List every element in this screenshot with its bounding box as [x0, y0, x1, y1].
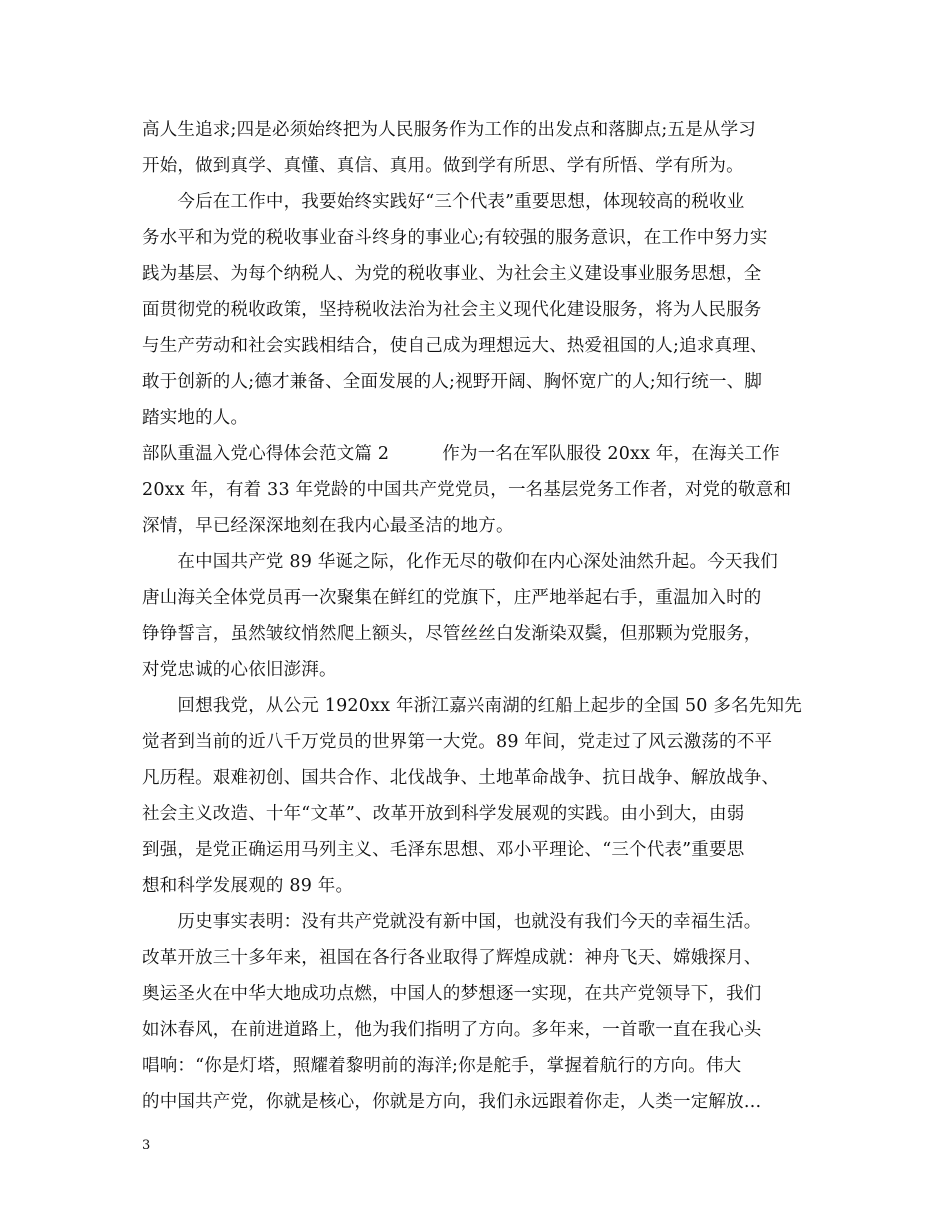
text-line: 深情，早已经深深地刻在我内心最圣洁的地方。	[142, 516, 514, 536]
text-line: 改革开放三十多年来，祖国在各行各业取得了辉煌成就：神舟飞天、嫦娥探月、	[142, 948, 762, 968]
text-line: 与生产劳动和社会实践相结合，使自己成为理想远大、热爱祖国的人;追求真理、	[142, 336, 768, 356]
text-line: 敢于创新的人;德才兼备、全面发展的人;视野开阔、胸怀宽广的人;知行统一、脚	[142, 372, 763, 392]
text-line: 在中国共产党 89 华诞之际，化作无尽的敬仰在内心深处油然升起。今天我们	[142, 552, 778, 572]
text-line: 高人生追求;四是必须始终把为人民服务作为工作的出发点和落脚点;五是从学习	[142, 120, 756, 140]
text-line: 面贯彻党的税收政策，坚持税收法治为社会主义现代化建设服务，将为人民服务	[142, 300, 762, 320]
page-number: 3	[142, 1138, 151, 1153]
text-line: 想和科学发展观的 89 年。	[142, 876, 354, 896]
text-line: 回想我党，从公元 1920xx 年浙江嘉兴南湖的红船上起步的全国 50 多名先知先	[142, 696, 802, 716]
text-line: 奥运圣火在中华大地成功点燃，中国人的梦想逐一实现，在共产党领导下，我们	[142, 984, 762, 1004]
text-line: 开始，做到真学、真懂、真信、真用。做到学有所思、学有所悟、学有所为。	[142, 156, 744, 176]
text-line: 践为基层、为每个纳税人、为党的税收事业、为社会主义建设事业服务思想，全	[142, 264, 762, 284]
text-line: 如沐春风，在前进道路上，他为我们指明了方向。多年来，一首歌一直在我心头	[142, 1020, 762, 1040]
text-line: 踏实地的人。	[142, 408, 249, 428]
text-line: 历史事实表明：没有共产党就没有新中国，也就没有我们今天的幸福生活。	[142, 912, 762, 932]
text-line: 觉者到当前的近八千万党员的世界第一大党。89 年间，党走过了风云激荡的不平	[142, 732, 773, 752]
text-line: 唐山海关全体党员再一次聚集在鲜红的党旗下，庄严地举起右手，重温加入时的	[142, 588, 762, 608]
text-line: 唱响：“你是灯塔，照耀着黎明前的海洋;你是舵手，掌握着航行的方向。伟大	[142, 1056, 742, 1076]
text-line: 今后在工作中，我要始终实践好“三个代表”重要思想，体现较高的税收业	[142, 192, 745, 212]
text-line: 对党忠诚的心依旧澎湃。	[142, 660, 337, 680]
text-line: 社会主义改造、十年“文革”、改革开放到科学发展观的实践。由小到大，由弱	[142, 804, 745, 824]
text-line: 铮铮誓言，虽然皱纹悄然爬上额头，尽管丝丝白发渐染双鬓，但那颗为党服务，	[142, 624, 762, 644]
section-heading-line: 部队重温入党心得体会范文篇 2 作为一名在军队服役 20xx 年，在海关工作	[142, 444, 780, 464]
text-line: 凡历程。艰难初创、国共合作、北伐战争、土地革命战争、抗日战争、解放战争、	[142, 768, 780, 788]
text-line: 的中国共产党，你就是核心，你就是方向，我们永远跟着你走，人类一定解放…	[142, 1092, 762, 1112]
text-line: 务水平和为党的税收事业奋斗终身的事业心;有较强的服务意识，在工作中努力实	[142, 228, 768, 248]
text-line: 20xx 年，有着 33 年党龄的中国共产党党员，一名基层党务工作者，对党的敬意和	[142, 480, 792, 500]
text-line: 到强，是党正确运用马列主义、毛泽东思想、邓小平理论、“三个代表”重要思	[142, 840, 745, 860]
